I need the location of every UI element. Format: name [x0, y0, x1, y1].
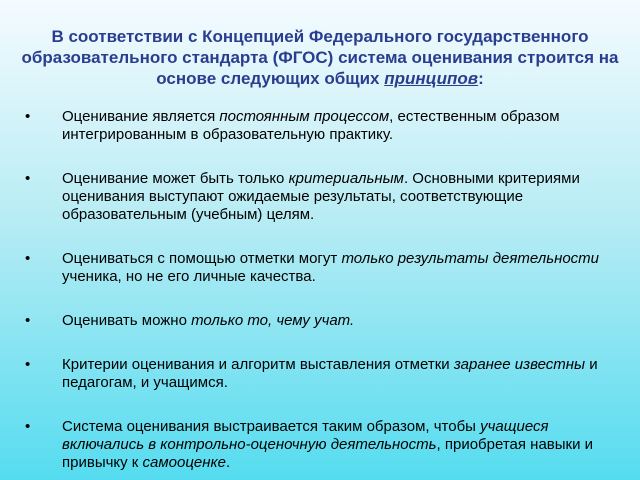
item-emphasis: только результаты деятельности	[341, 250, 600, 267]
title-colon: :	[478, 69, 484, 88]
item-emphasis: постоянным процессом	[219, 108, 390, 125]
bullet-icon: •	[25, 356, 31, 373]
title-text: В соответствии с Концепцией Федерального государственного образовательного стандарта (ФГОС) система оценивания строится на основе следующих общих	[21, 27, 619, 88]
list-item	[22, 356, 618, 392]
bullet-icon: •	[25, 108, 31, 125]
item-emphasis: только то, чему учат.	[191, 312, 355, 329]
principles-list	[22, 108, 618, 472]
item-text: ученика, но не его личные качества.	[62, 268, 316, 285]
item-text: Критерии оценивания и алгоритм выставления отметки	[62, 356, 454, 373]
list-item	[22, 250, 618, 286]
bullet-icon: •	[25, 312, 31, 329]
item-emphasis: учащиеся включались в контрольно-оценочную деятельность	[62, 418, 549, 453]
bullet-icon: •	[25, 250, 31, 267]
item-text: , приобретая навыки и привычку к	[62, 436, 594, 471]
item-text: .	[225, 454, 231, 471]
item-text: Оценивание может быть только	[62, 170, 289, 187]
bullet-icon: •	[25, 418, 31, 435]
item-text: Оценивать можно	[62, 312, 192, 329]
item-text: . Основными критериями оценивания выступают ожидаемые результаты, соответствующие образовательным (учебным) целям.	[62, 170, 580, 223]
slide-title	[20, 26, 620, 89]
title-emphasis: принципов	[384, 69, 479, 88]
item-text: Система оценивания выстраивается таким образом, чтобы	[62, 418, 481, 435]
item-text: , естественным образом интегрированным в образовательную практику.	[62, 108, 560, 143]
item-text: и педагогам, и учащимся.	[62, 356, 598, 391]
item-text: Оценивание является	[62, 108, 220, 125]
item-emphasis: критериальным	[288, 170, 404, 187]
item-emphasis: самооценке	[142, 454, 226, 471]
bullet-icon: •	[25, 170, 31, 187]
list-item	[22, 170, 618, 224]
list-item	[22, 312, 618, 330]
item-emphasis: заранее известны	[453, 356, 586, 373]
list-item	[22, 418, 618, 472]
item-text: Оцениваться с помощью отметки могут	[62, 250, 342, 267]
list-item	[22, 108, 618, 144]
